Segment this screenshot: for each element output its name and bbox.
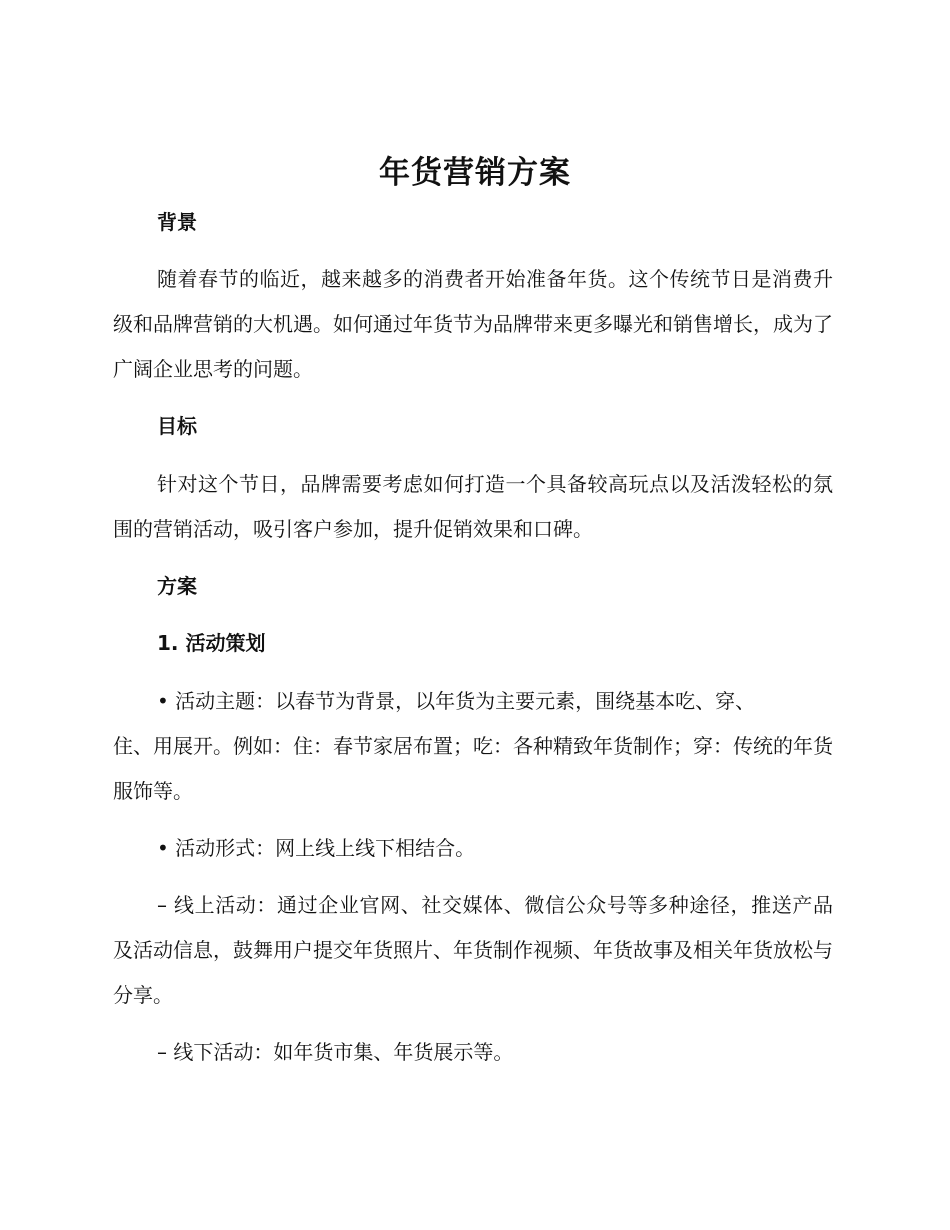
paragraph-online-activity: – 线上活动：通过企业官网、社交媒体、微信公众号等多种途径，推送产品及活动信息，鼓舞用户提交年货照片、年货制作视频、年货故事及相关年货放松与分享。	[113, 893, 833, 1007]
section-heading-plan: 方案	[157, 574, 197, 598]
subsection-heading-activity-planning: 1. 活动策划	[157, 631, 266, 655]
paragraph-background: 随着春节的临近，越来越多的消费者开始准备年货。这个传统节日是消费升级和品牌营销的大机遇。如何通过年货节为品牌带来更多曝光和销售增长，成为了广阔企业思考的问题。	[113, 267, 833, 381]
paragraph-goal: 针对这个节日，品牌需要考虑如何打造一个具备较高玩点以及活泼轻松的氛围的营销活动，吸引客户参加，提升促销效果和口碑。	[113, 472, 833, 541]
section-heading-goal: 目标	[157, 414, 197, 438]
paragraph-activity-theme	[113, 679, 833, 814]
document-title: 年货营销方案	[379, 155, 571, 191]
section-heading-background: 背景	[157, 210, 197, 234]
activity-theme-first-line: • 活动主题：以春节为背景，以年货为主要元素，围绕基本吃、穿、	[157, 689, 756, 713]
activity-theme-continuation: 住、用展开。例如：住：春节家居布置；吃：各种精致年货制作；穿：传统的年货服饰等。	[113, 734, 833, 803]
paragraph-offline-activity: – 线下活动：如年货市集、年货展示等。	[157, 1040, 514, 1064]
paragraph-activity-form: • 活动形式：网上线上线下相结合。	[157, 836, 476, 860]
